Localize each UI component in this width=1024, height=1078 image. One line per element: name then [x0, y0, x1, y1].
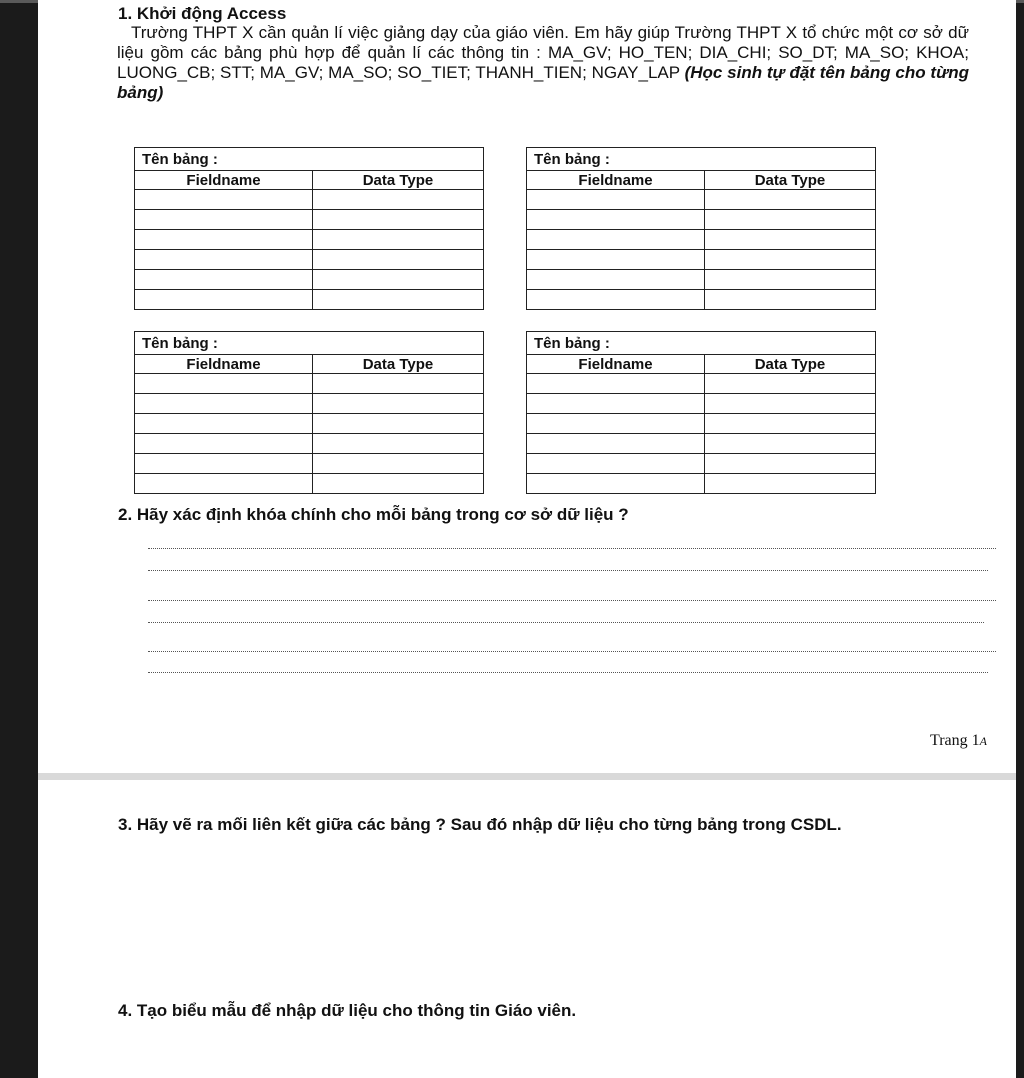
- empty-row: [527, 210, 876, 230]
- col-fieldname: Fieldname: [135, 355, 313, 374]
- empty-row: [135, 434, 484, 454]
- empty-row: [527, 250, 876, 270]
- answer-line: [148, 651, 996, 652]
- empty-row: [135, 454, 484, 474]
- col-datatype: Data Type: [705, 171, 876, 190]
- table-name-label: Tên bảng :: [527, 332, 876, 355]
- empty-row: [527, 230, 876, 250]
- empty-row: [135, 270, 484, 290]
- section-1-intro: [117, 23, 969, 103]
- section-2-question: 2. Hãy xác định khóa chính cho mỗi bảng trong cơ sở dữ liệu ?: [118, 505, 629, 524]
- page-number: Trang 1A: [930, 732, 987, 749]
- empty-row: [135, 250, 484, 270]
- empty-row: [527, 394, 876, 414]
- empty-row: [135, 230, 484, 250]
- table-name-label: Tên bảng :: [527, 148, 876, 171]
- col-datatype: Data Type: [705, 355, 876, 374]
- answer-line: [148, 622, 984, 623]
- empty-row: [135, 190, 484, 210]
- col-fieldname: Fieldname: [527, 355, 705, 374]
- answer-line: [148, 600, 996, 601]
- section-3-question: 3. Hãy vẽ ra mối liên kết giữa các bảng ? Sau đó nhập dữ liệu cho từng bảng trong CSDL.: [118, 815, 842, 834]
- table-form-4: [526, 331, 876, 494]
- empty-row: [527, 190, 876, 210]
- table-name-label: Tên bảng :: [135, 148, 484, 171]
- empty-row: [135, 290, 484, 310]
- empty-row: [135, 414, 484, 434]
- document-page-2: [38, 780, 1016, 1078]
- empty-row: [527, 474, 876, 494]
- col-fieldname: Fieldname: [527, 171, 705, 190]
- intro-note: (Học sinh tự đặt tên bảng cho từng bảng): [117, 63, 969, 102]
- empty-row: [135, 474, 484, 494]
- col-fieldname: Fieldname: [135, 171, 313, 190]
- page-separator: [38, 773, 1016, 780]
- col-datatype: Data Type: [313, 355, 484, 374]
- empty-row: [135, 210, 484, 230]
- intro-text: Trường THPT X cần quản lí việc giảng dạy của giáo viên. Em hãy giúp Trường THPT X tổ chức một cơ sở dữ liệu gồm các bảng phù hợp để quản lí các thông tin : MA_GV; HO_TEN; DIA_CHI; SO_DT; MA_SO; KHOA; LUONG_CB; STT; MA_GV; MA_SO; SO_TIET; THANH_TIEN; NGAY_LAP: [117, 23, 969, 82]
- section-4-question: 4. Tạo biểu mẫu để nhập dữ liệu cho thông tin Giáo viên.: [118, 1001, 577, 1020]
- empty-row: [527, 290, 876, 310]
- empty-row: [135, 374, 484, 394]
- empty-row: [527, 414, 876, 434]
- answer-line: [148, 548, 996, 549]
- document-page-1: [38, 0, 1016, 773]
- table-form-1: [134, 147, 484, 310]
- section-1-heading: 1. Khởi động Access: [118, 4, 287, 23]
- table-form-3: [134, 331, 484, 494]
- table-name-label: Tên bảng :: [135, 332, 484, 355]
- empty-row: [527, 270, 876, 290]
- empty-row: [527, 434, 876, 454]
- empty-row: [135, 394, 484, 414]
- col-datatype: Data Type: [313, 171, 484, 190]
- empty-row: [527, 454, 876, 474]
- answer-line: [148, 672, 988, 673]
- empty-row: [527, 374, 876, 394]
- table-form-2: [526, 147, 876, 310]
- answer-line: [148, 570, 988, 571]
